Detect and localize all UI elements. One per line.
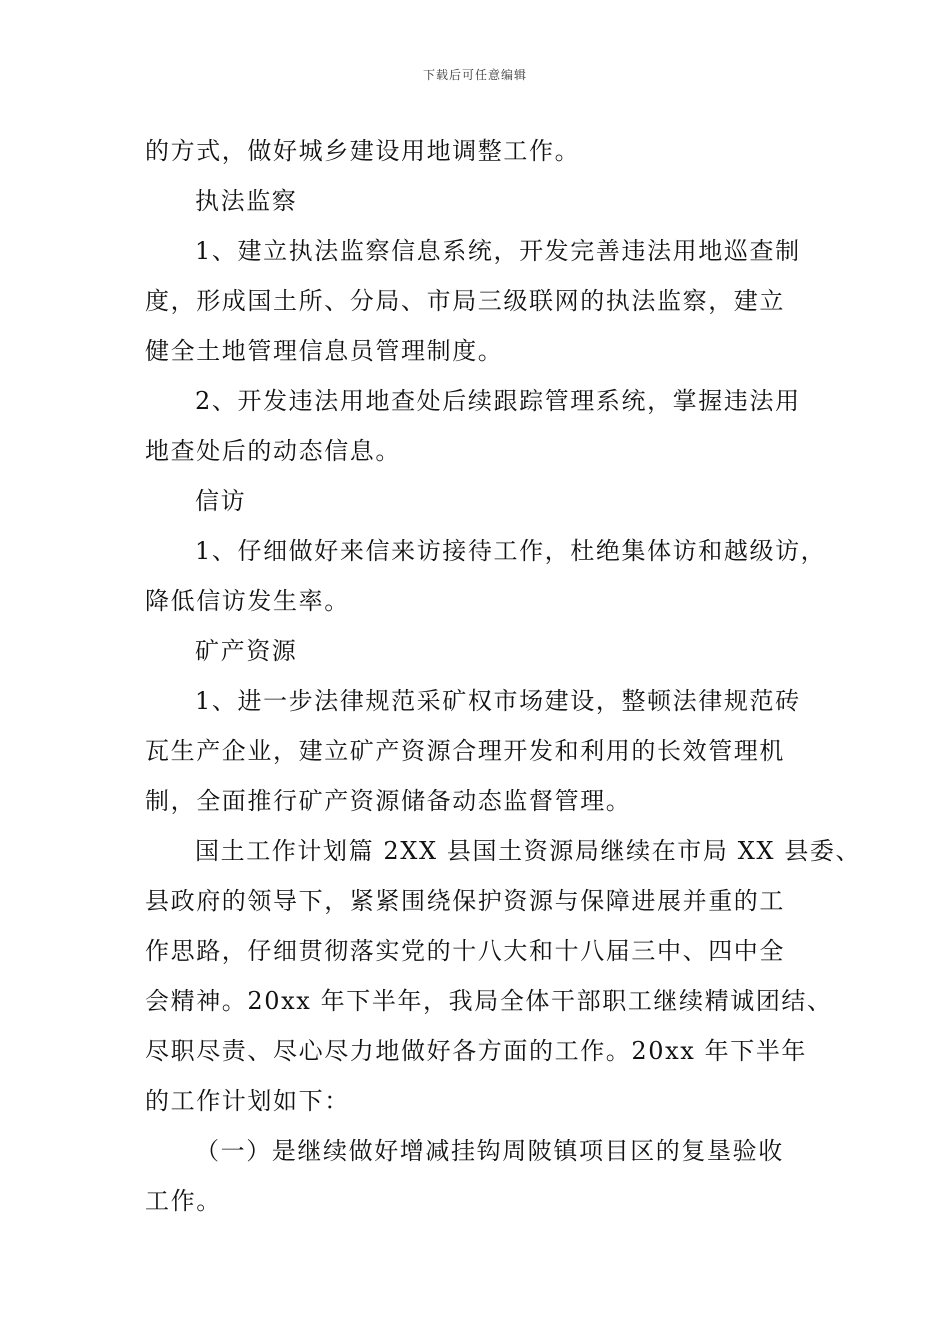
- paragraph-line: 国土工作计划篇 2XX 县国土资源局继续在市局 XX 县委、: [195, 837, 862, 865]
- paragraph-line: 会精神。20xx 年下半年，我局全体干部职工继续精诚团结、: [145, 987, 833, 1015]
- paragraph-line: 的方式，做好城乡建设用地调整工作。: [145, 137, 581, 165]
- paragraph-line: 地查处后的动态信息。: [145, 437, 401, 465]
- paragraph-line: 矿产资源: [195, 637, 298, 665]
- paragraph-line: 1、仔细做好来信来访接待工作，杜绝集体访和越级访，: [195, 537, 827, 565]
- paragraph-mineral-1: [145, 676, 815, 826]
- paragraph-line: 的工作计划如下：: [145, 1087, 350, 1115]
- paragraph-line: 瓦生产企业，建立矿产资源合理开发和利用的长效管理机: [145, 737, 785, 765]
- page-header: 下载后可任意编辑: [422, 68, 527, 82]
- paragraph-line: 1、进一步法律规范采矿权市场建设，整顿法律规范砖: [195, 687, 801, 715]
- paragraph-line: 制，全面推行矿产资源储备动态监督管理。: [145, 787, 632, 815]
- paragraph-line: 县政府的领导下，紧紧围绕保护资源与保障进展并重的工: [145, 887, 785, 915]
- paragraph-line: 1、建立执法监察信息系统，开发完善违法用地巡查制: [195, 237, 801, 265]
- paragraph-enforcement-2: [145, 376, 815, 476]
- paragraph-line: 降低信访发生率。: [145, 587, 350, 615]
- paragraph-work-plan-intro: [145, 826, 862, 1126]
- paragraph-work-item-1: [145, 1126, 815, 1226]
- paragraph-line: 工作。: [145, 1187, 222, 1215]
- paragraph-1: [145, 126, 815, 176]
- section-heading-law-enforcement: [145, 176, 815, 226]
- document-body: [145, 126, 862, 1226]
- paragraph-line: 2、开发违法用地查处后续跟踪管理系统，掌握违法用: [195, 387, 801, 415]
- paragraph-line: 尽职尽责、尽心尽力地做好各方面的工作。20xx 年下半年: [145, 1037, 808, 1065]
- paragraph-enforcement-1: [145, 226, 815, 376]
- paragraph-line: （一）是继续做好增减挂钩周陂镇项目区的复垦验收: [195, 1137, 784, 1165]
- paragraph-petitions-1: [145, 526, 827, 626]
- paragraph-line: 健全土地管理信息员管理制度。: [145, 337, 504, 365]
- paragraph-line: 作思路，仔细贯彻落实党的十八大和十八届三中、四中全: [145, 937, 785, 965]
- paragraph-line: 度，形成国土所、分局、市局三级联网的执法监察，建立: [145, 287, 785, 315]
- paragraph-line: 执法监察: [195, 187, 298, 215]
- section-heading-petitions: [145, 476, 815, 526]
- section-heading-mineral-resources: [145, 626, 815, 676]
- paragraph-line: 信访: [195, 487, 247, 515]
